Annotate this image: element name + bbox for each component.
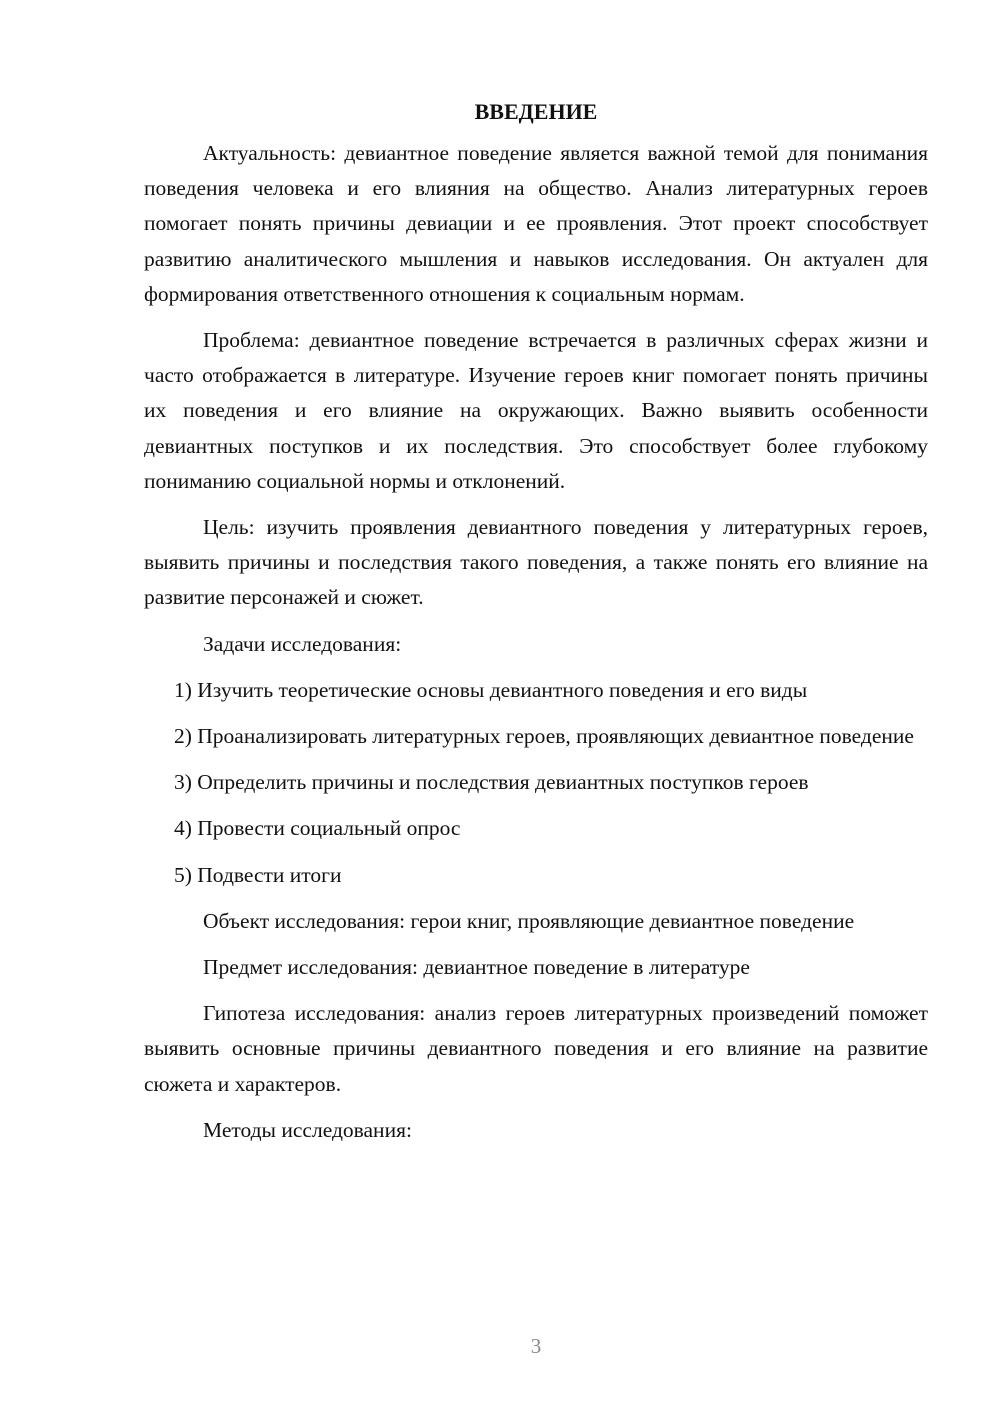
hypothesis-paragraph: Гипотеза исследования: анализ героев литературных произведений поможет выявить основные причины девиантного поведения и его влияние на развитие сюжета и характеров.: [144, 1001, 928, 1096]
document-page: [144, 94, 928, 1148]
task-item-4: 4) Провести социальный опрос: [174, 816, 461, 841]
task-item-5: 5) Подвести итоги: [174, 862, 342, 887]
page-title: ВВЕДЕНИЕ: [474, 99, 598, 124]
subject-paragraph: Предмет исследования: девиантное поведение в литературе: [203, 955, 750, 980]
methods-heading: Методы исследования:: [203, 1117, 412, 1142]
goal-paragraph: Цель: изучить проявления девиантного поведения у литературных героев, выявить причины и последствия такого поведения, а также понять его влияние на развитие персонажей и сюжет.: [144, 515, 928, 610]
tasks-heading: Задачи исследования:: [203, 631, 402, 656]
problem-paragraph: Проблема: девиантное поведение встречается в различных сферах жизни и часто отображается в литературе. Изучение героев книг помогает понять причины их поведения и его влияние на окружающих. Важно выявить особенности девиантных поступков и их последствия. Это способствует более глубокому пониманию социальной нормы и отклонений.: [144, 328, 928, 493]
tasks-list: [144, 673, 928, 893]
task-item-1: 1) Изучить теоретические основы девиантного поведения и его виды: [174, 677, 808, 702]
task-item-2: 2) Проанализировать литературных героев, проявляющих девиантное поведение: [174, 724, 914, 749]
object-paragraph: Объект исследования: герои книг, проявляющие девиантное поведение: [203, 908, 855, 933]
task-item-3: 3) Определить причины и последствия девиантных поступков героев: [174, 770, 809, 795]
relevance-paragraph: Актуальность: девиантное поведение является важной темой для понимания поведения человека и его влияния на общество. Анализ литературных героев помогает понять причины девиации и ее проявления. Этот проект способствует развитию аналитического мышления и навыков исследования. Он актуален для формирования ответственного отношения к социальным нормам.: [144, 141, 928, 306]
page-number: 3: [530, 1334, 542, 1358]
